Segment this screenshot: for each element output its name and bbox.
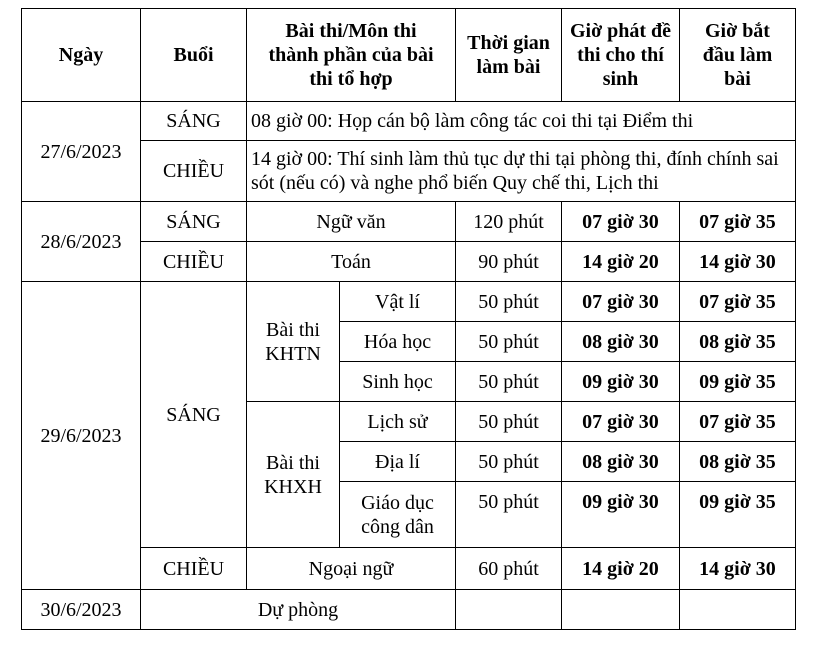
dispatch-time-cell: 09 giờ 30 (562, 362, 680, 402)
dispatch-time-cell: 07 giờ 30 (562, 282, 680, 322)
subject-cell: Vật lí (340, 282, 456, 322)
header-giophat: Giờ phát đề thi cho thí sinh (562, 9, 680, 102)
start-time-cell: 09 giờ 35 (680, 482, 796, 548)
note-cell: 14 giờ 00: Thí sinh làm thủ tục dự thi tại phòng thi, đính chính sai sót (nếu có) và nghe phổ biến Quy chế thi, Lịch thi (247, 141, 796, 202)
subject-cell: Giáo dục công dân (340, 482, 456, 548)
duration-cell: 120 phút (456, 202, 562, 242)
table-row (22, 102, 796, 141)
header-ngay: Ngày (22, 9, 141, 102)
group-label-cell: Bài thi KHXH (247, 402, 340, 548)
start-time-cell: 08 giờ 35 (680, 442, 796, 482)
subject-cell: Lịch sử (340, 402, 456, 442)
duration-cell: 50 phút (456, 442, 562, 482)
duration-cell: 50 phút (456, 322, 562, 362)
exam-schedule-table (21, 8, 796, 630)
dispatch-time-cell: 07 giờ 30 (562, 402, 680, 442)
subject-cell: Sinh học (340, 362, 456, 402)
start-time-cell: 09 giờ 35 (680, 362, 796, 402)
note-cell: Dự phòng (141, 590, 456, 630)
duration-cell: 60 phút (456, 548, 562, 590)
duration-cell: 90 phút (456, 242, 562, 282)
session-cell: SÁNG (141, 282, 247, 548)
note-cell: 08 giờ 00: Họp cán bộ làm công tác coi thi tại Điểm thi (247, 102, 796, 141)
start-time-cell: 08 giờ 35 (680, 322, 796, 362)
group-label-cell: Bài thi KHTN (247, 282, 340, 402)
header-buoi: Buổi (141, 9, 247, 102)
date-cell: 27/6/2023 (22, 102, 141, 202)
session-cell: CHIỀU (141, 548, 247, 590)
table-row (22, 202, 796, 242)
duration-cell: 50 phút (456, 482, 562, 548)
subject-cell: Ngoại ngữ (247, 548, 456, 590)
subject-cell: Địa lí (340, 442, 456, 482)
header-giobatdau: Giờ bắt đầu làm bài (680, 9, 796, 102)
subject-cell: Ngữ văn (247, 202, 456, 242)
date-cell: 29/6/2023 (22, 282, 141, 590)
table-row (22, 282, 796, 322)
subject-cell: Toán (247, 242, 456, 282)
duration-cell: 50 phút (456, 402, 562, 442)
dispatch-time-cell: 14 giờ 20 (562, 242, 680, 282)
start-time-cell: 14 giờ 30 (680, 548, 796, 590)
header-row (22, 9, 796, 102)
start-time-cell: 07 giờ 35 (680, 202, 796, 242)
start-time-cell: 07 giờ 35 (680, 402, 796, 442)
duration-cell: 50 phút (456, 362, 562, 402)
session-cell: CHIỀU (141, 242, 247, 282)
empty-cell (456, 590, 562, 630)
session-cell: CHIỀU (141, 141, 247, 202)
empty-cell (562, 590, 680, 630)
start-time-cell: 07 giờ 35 (680, 282, 796, 322)
dispatch-time-cell: 14 giờ 20 (562, 548, 680, 590)
header-thoigian: Thời gian làm bài (456, 9, 562, 102)
table-row (22, 590, 796, 630)
empty-cell (680, 590, 796, 630)
dispatch-time-cell: 07 giờ 30 (562, 202, 680, 242)
dispatch-time-cell: 08 giờ 30 (562, 442, 680, 482)
start-time-cell: 14 giờ 30 (680, 242, 796, 282)
duration-cell: 50 phút (456, 282, 562, 322)
session-cell: SÁNG (141, 202, 247, 242)
header-baithi: Bài thi/Môn thi thành phần của bài thi tổ hợp (247, 9, 456, 102)
dispatch-time-cell: 08 giờ 30 (562, 322, 680, 362)
dispatch-time-cell: 09 giờ 30 (562, 482, 680, 548)
session-cell: SÁNG (141, 102, 247, 141)
subject-cell: Hóa học (340, 322, 456, 362)
date-cell: 30/6/2023 (22, 590, 141, 630)
date-cell: 28/6/2023 (22, 202, 141, 282)
